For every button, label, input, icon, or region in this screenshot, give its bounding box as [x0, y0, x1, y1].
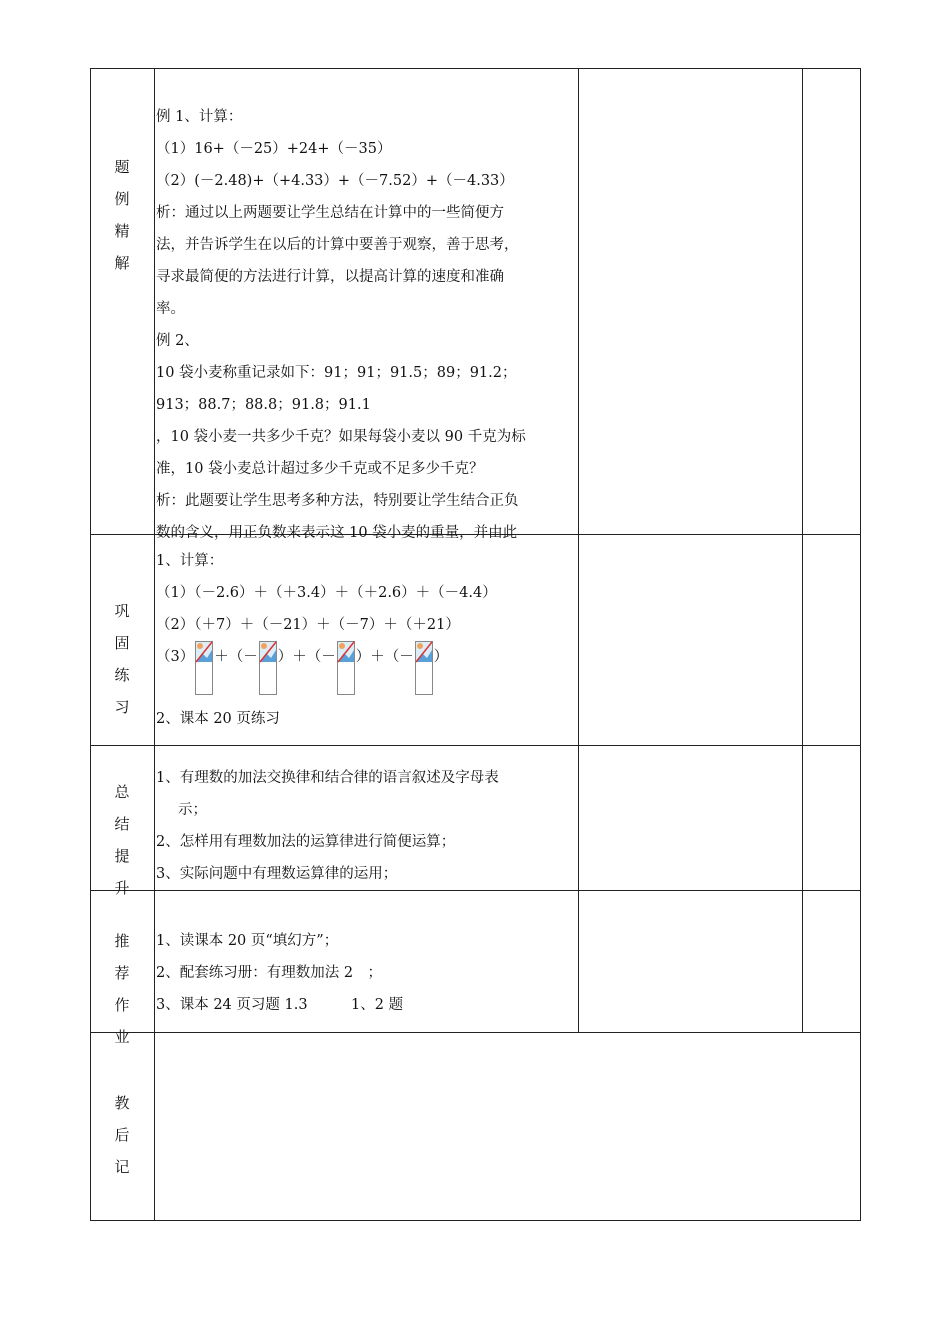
label-char: 练 — [114, 666, 130, 684]
broken-image-icon — [415, 641, 433, 695]
section-reflection — [90, 1033, 861, 1220]
label-char: 习 — [114, 698, 130, 716]
label-char: 作 — [114, 996, 130, 1014]
summary-line: 示； — [178, 802, 207, 818]
section-content — [156, 545, 578, 735]
summary-line: 3、实际问题中有理数运算律的运用； — [156, 866, 398, 882]
section-content — [156, 925, 578, 1021]
expr-part: ）＋（－ — [277, 649, 336, 665]
example-line: （1）16+（－25）+24+（－35） — [156, 141, 392, 157]
label-char: 解 — [114, 254, 130, 272]
expr-part: ）＋（－ — [355, 649, 414, 665]
label-char: 教 — [114, 1094, 130, 1112]
section-label — [90, 595, 154, 723]
example-line: （2）(－2.48)+（+4.33）+（－7.52）+（－4.33） — [156, 173, 514, 189]
homework-line: 2、配套练习册：有理数加法 2 ； — [156, 965, 383, 981]
practice-line: 2、课本 20 页练习 — [156, 711, 280, 727]
broken-image-icon — [337, 641, 355, 695]
label-char: 推 — [114, 932, 130, 950]
example-line: 例 2、 — [156, 333, 199, 349]
section-homework — [90, 891, 861, 1046]
example-line: ，10 袋小麦一共多少千克？如果每袋小麦以 90 千克为标 — [156, 429, 526, 445]
section-summary — [90, 746, 861, 897]
example-line: 法，并告诉学生在以后的计算中要善于观察，善于思考， — [156, 237, 519, 253]
section-practice — [90, 535, 861, 745]
label-char: 业 — [114, 1028, 130, 1046]
label-char: 巩 — [114, 602, 130, 620]
section-examples — [90, 69, 861, 541]
section-label — [90, 1087, 154, 1183]
example-line: 寻求最简便的方法进行计算，以提高计算的速度和准确 — [156, 269, 504, 285]
section-content — [156, 101, 578, 549]
expr-part: （3） — [156, 649, 195, 665]
broken-image-icon — [195, 641, 213, 695]
example-line: 析：此题要让学生思考多种方法，特别要让学生结合正负 — [156, 493, 519, 509]
label-char: 例 — [114, 190, 130, 208]
label-char: 荐 — [114, 964, 130, 982]
broken-image-icon — [259, 641, 277, 695]
label-char: 精 — [114, 222, 130, 240]
example-line: 10 袋小麦称重记录如下：91；91；91.5；89；91.2； — [156, 365, 517, 381]
label-char: 固 — [114, 634, 130, 652]
section-label — [90, 776, 154, 904]
label-char: 后 — [114, 1126, 130, 1144]
section-label — [90, 151, 154, 279]
table-border-bottom — [90, 1220, 861, 1221]
label-char: 记 — [114, 1158, 130, 1176]
example-line: 913；88.7；88.8；91.8；91.1 — [156, 397, 371, 413]
practice-line-fractions — [156, 641, 578, 703]
example-line: 例 1、计算： — [156, 109, 243, 125]
label-char: 升 — [114, 879, 130, 897]
expr-part: ） — [433, 649, 449, 665]
example-line: 析：通过以上两题要让学生总结在计算中的一些简便方 — [156, 205, 504, 221]
section-content — [156, 762, 578, 890]
homework-line: 1、读课本 20 页“填幻方”； — [156, 933, 339, 949]
homework-line: 3、课本 24 页习题 1.3 1、2 题 — [156, 997, 404, 1013]
practice-line: （1）（－2.6）＋（＋3.4）＋（＋2.6）＋（－4.4） — [156, 585, 497, 601]
label-char: 题 — [114, 158, 130, 176]
label-char: 总 — [114, 783, 130, 801]
label-char: 结 — [114, 815, 130, 833]
summary-line: 2、怎样用有理数加法的运算律进行简便运算； — [156, 834, 456, 850]
example-line: 率。 — [156, 301, 185, 317]
lesson-plan-table — [90, 68, 861, 1221]
practice-line: （2）（＋7）＋（－21）＋（－7）＋（＋21） — [156, 617, 460, 633]
example-line: 准，10 袋小麦总计超过多少千克或不足多少千克？ — [156, 461, 484, 477]
practice-line: 1、计算： — [156, 553, 224, 569]
summary-line: 1、有理数的加法交换律和结合律的语言叙述及字母表 — [156, 770, 499, 786]
example-line: 数的含义，用正负数来表示这 10 袋小麦的重量，并由此 — [156, 525, 518, 541]
label-char: 提 — [114, 847, 130, 865]
expr-part: ＋（－ — [214, 649, 258, 665]
